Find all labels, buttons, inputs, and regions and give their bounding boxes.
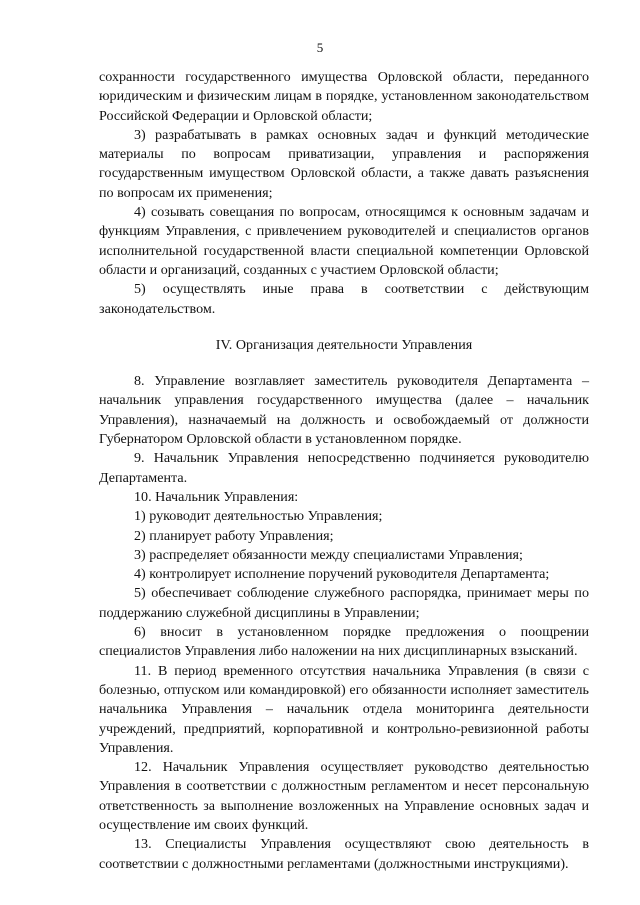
section-heading: IV. Организация деятельности Управления [215,336,473,353]
paragraph-11: 11. В период временного отсутствия начальника Управления (в связи с болезнью, отпуском или командировкой) его обязанности исполняет заместитель начальника Управления – начальник отдела мониторинга деятельности учреждений, предприятий, корпоративной и контрольно-ревизионной работы Управления. [99,662,589,756]
paragraph-10-item-1: 1) руководит деятельностью Управления; [134,508,383,525]
paragraph-10-item-4: 4) контролирует исполнение поручений руководителя Департамента; [134,566,550,583]
rights-item-5: 5) осуществлять иные права в соответствии с действующим законодательством. [99,281,589,317]
paragraph-10-item-6: 6) вносит в установленном порядке предложения о поощрении специалистов Управления либо наложении на них дисциплинарных взысканий. [99,624,589,660]
paragraph-10-item-3: 3) распределяет обязанности между специалистами Управления; [134,546,523,563]
page-number: 5 [316,40,324,55]
paragraph-10: 10. Начальник Управления: [134,488,299,505]
paragraph-10-item-2: 2) планирует работу Управления; [134,527,334,544]
rights-item-4: 4) созывать совещания по вопросам, относящимся к основным задачам и функциям Управления, с привлечением руководителей и специалистов органов исполнительной государственной власти специальной компетенции Орловской области и организаций, созданных с участием Орловской области; [99,204,589,278]
document-body [99,68,589,874]
continuation-paragraph: сохранности государственного имущества Орловской области, переданного юридическим и физическим лицам в порядке, установленном законодательством Российской Федерации и Орловской области; [99,69,589,124]
paragraph-13: 13. Специалисты Управления осуществляют свою деятельность в соответствии с должностными регламентами (должностными инструкциями). [99,836,589,872]
rights-item-3: 3) разрабатывать в рамках основных задач и функций методические материалы по вопросам приватизации, управления и распоряжения государственным имуществом Орловской области, а также давать разъяснения по вопросам их применения; [99,126,589,201]
paragraph-8: 8. Управление возглавляет заместитель руководителя Департамента – начальник управления государственного имущества (далее – начальник Управления), назначаемый на должность и освобождаемый от должности Губернатором Орловской области в установленном порядке. [99,373,589,448]
paragraph-9: 9. Начальник Управления непосредственно подчиняется руководителю Департамента. [99,450,589,486]
paragraph-12: 12. Начальник Управления осуществляет руководство деятельностью Управления в соответствии с должностным регламентом и несет персональную ответственность за выполнение возложенных на Управление основных задач и осуществление им своих функций. [99,759,589,833]
paragraph-10-item-5: 5) обеспечивает соблюдение служебного распорядка, принимает меры по поддержанию служебной дисциплины в Управлении; [99,585,589,621]
